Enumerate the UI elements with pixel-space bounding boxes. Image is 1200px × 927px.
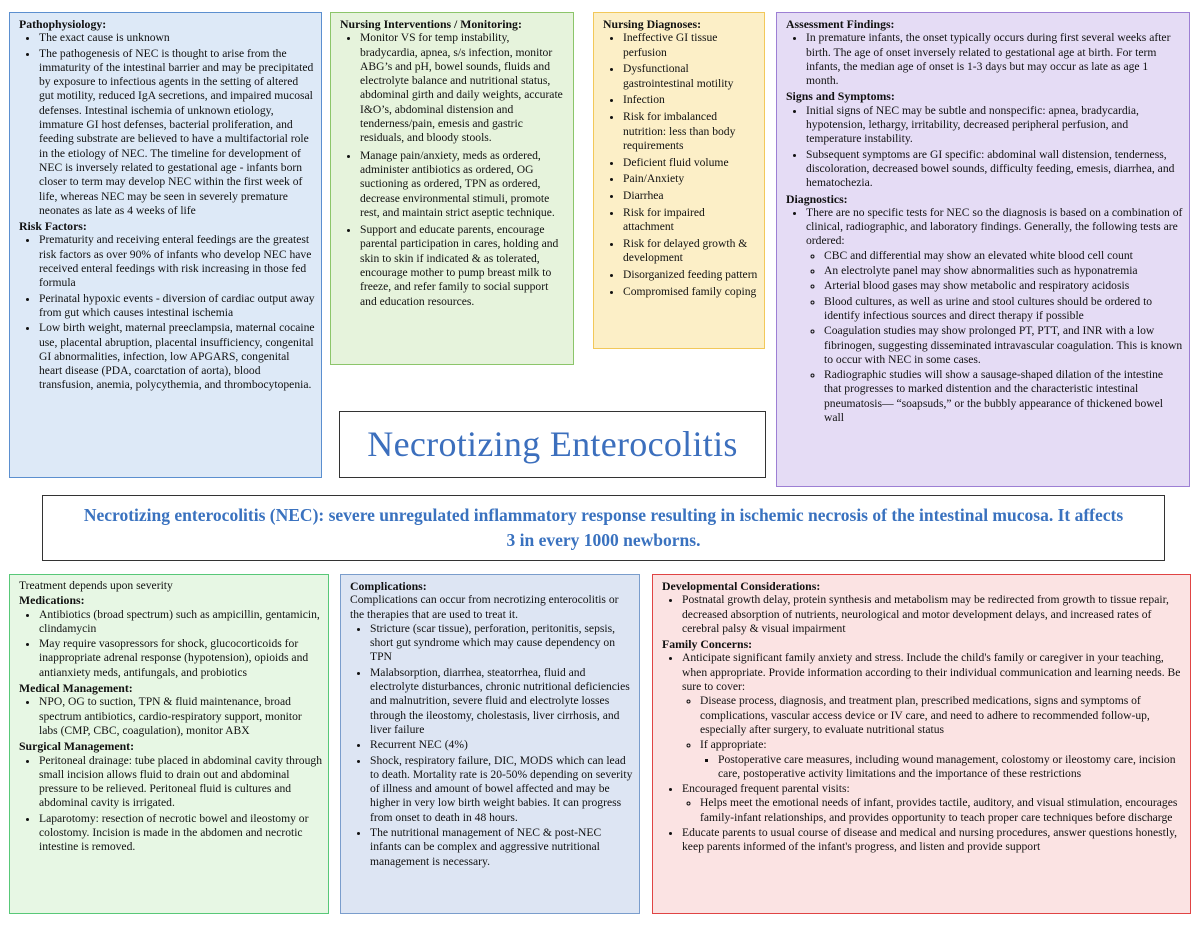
treatment-intro: Treatment depends upon severity [19, 579, 173, 592]
risk-factors-list [19, 233, 315, 392]
list-item: • Support and educate parents, encourage parental participation in cares, holding and skin to skin if indicated & as tolerated, encourage mother to pump breast milk to freeze, and refer family to social support and education resources. [360, 223, 567, 309]
list-item: • The pathogenesis of NEC is thought to arise from the immaturity of the intestinal barrier and may be precipitated by exposure to infectious agents in the setting of altered gut motility, reduced IgA secretions, and impaired mucosal defenses. Intestinal ischemia of unknown etiology, immature GI host defenses, bacterial proliferation, and feeding substrate are believed to have a multifactorial role in the etiology of NEC. The timeline for development of NEC is inversely related to gestational age - infants born closer to term may develop NEC within the first week of life, whereas NEC may be seen in severely premature neonates as late as 4 weeks of life [39, 47, 315, 219]
list-item: • Low birth weight, maternal preeclampsia, maternal cocaine use, placental abruption, placental insufficiency, congenital GI abnormalities, infection, low APGARS, congenital heart disease (PDA, coarctation of aorta), blood transfusion, anemia, polycythemia, and thrombocytopenia. [39, 321, 315, 392]
list-item: • Recurrent NEC (4%) [370, 738, 633, 752]
list-item: • Pain/Anxiety [623, 172, 758, 186]
list-item [682, 782, 1184, 825]
list-item: • Peritoneal drainage: tube placed in abdominal cavity through small incision allows fluid to drain out and abdominal pressure to be relieved. Peritoneal fluid is cultures and abdominal cavity is irrigated. [39, 754, 322, 811]
complications-intro: Complications can occur from necrotizing enterocolitis or the therapies that are used to treat it. [350, 593, 619, 621]
medical-management-heading: Medical Management: [19, 681, 133, 696]
list-item: • Postnatal growth delay, protein synthesis and metabolism may be redirected from growth to tissue repair, decreased absorption of nutrients, neurological and motor development delays, and increased rates of cerebral palsy & visual impairment [682, 593, 1184, 636]
page-title: Necrotizing Enterocolitis [339, 411, 766, 478]
list-item: • Risk for imbalanced nutrition: less than body requirements [623, 110, 758, 153]
interventions-list [340, 31, 567, 309]
complications-panel [340, 574, 640, 914]
list-item: • Infection [623, 93, 758, 107]
list-item: • Initial signs of NEC may be subtle and nonspecific: apnea, bradycardia, hypotension, lethargy, irritability, decreased peripheral perfusion, and temperature instability. [806, 104, 1183, 147]
complications-list [350, 622, 633, 869]
list-item: • Diarrhea [623, 189, 758, 203]
diagnoses-list [603, 31, 758, 299]
diagnostics-heading: Diagnostics: [786, 191, 848, 206]
medications-list [19, 608, 322, 680]
diagnoses-panel [593, 12, 765, 349]
assessment-heading: Assessment Findings: [786, 17, 895, 31]
pathophysiology-list [19, 31, 315, 218]
developmental-heading: Developmental Considerations: [662, 579, 821, 593]
developmental-list [662, 593, 1184, 636]
diagnostics-intro: There are no specific tests for NEC so the diagnosis is based on a combination of clinical, radiographic, and laboratory findings. Generally, the following tests are ordered: [806, 205, 1183, 248]
assessment-panel [776, 12, 1190, 487]
family-item-text: Anticipate significant family anxiety and stress. Include the child's family or caregiver in your teaching, when appropriate. Provide information according to their individual communication and learning needs. Be sure to cover: [682, 651, 1181, 694]
signs-list [786, 104, 1183, 191]
definition-banner: Necrotizing enterocolitis (NEC): severe unregulated inflammatory response resulting in ischemic necrosis of the intestinal mucosa. It affects 3 in every 1000 newborns. [42, 495, 1165, 561]
list-item: • Risk for impaired attachment [623, 206, 758, 235]
list-item: ▪ Postoperative care measures, including wound management, colostomy or ileostomy care, incision care, postoperative activity limitations and the importance of these restrictions [718, 753, 1184, 782]
treatment-panel [9, 574, 329, 914]
list-item: • NPO, OG to suction, TPN & fluid maintenance, broad spectrum antibiotics, cardio-respiratory support, monitor labs (CMP, CBC, coagulation), monitor ABX [39, 695, 322, 738]
list-item: ◦ An electrolyte panel may show abnormalities such as hyponatremia [824, 264, 1183, 278]
diagnostics-list [786, 206, 1183, 425]
list-item: • The nutritional management of NEC & post-NEC infants can be complex and aggressive nutritional management is necessary. [370, 826, 633, 869]
list-item: ◦ Radiographic studies will show a sausage-shaped dilation of the intestine that progresses to marked distention and the characteristic intestinal pneumatosis— “soapsuds,” or the bubbly appearance of thickened bowel wall [824, 368, 1183, 425]
list-item [806, 206, 1183, 425]
family-subsublist [700, 753, 1184, 782]
pathophysiology-heading: Pathophysiology: [19, 17, 107, 31]
list-item: • Subsequent symptoms are GI specific: abdominal wall distension, tenderness, discoloration, decreased bowel sounds, difficulty feeding, emesis, diarrhea, and hematochezia. [806, 148, 1183, 191]
list-item [682, 651, 1184, 781]
list-item: ◦ Coagulation studies may show prolonged PT, PTT, and INR with a low fibrinogen, suggesting disseminated intravascular coagulation. This is known to occur with NEC in some cases. [824, 324, 1183, 367]
family-sublist [682, 694, 1184, 781]
list-item: • The exact cause is unknown [39, 31, 315, 45]
list-item: • May require vasopressors for shock, glucocorticoids for inappropriate adrenal response (hypotension), opioids and antianxiety meds, antifungals, and probiotics [39, 637, 322, 680]
list-item: • Ineffective GI tissue perfusion [623, 31, 758, 60]
list-item: • Antibiotics (broad spectrum) such as ampicillin, gentamicin, clindamycin [39, 608, 322, 637]
interventions-heading: Nursing Interventions / Monitoring: [340, 17, 522, 31]
list-item: • Compromised family coping [623, 285, 758, 299]
list-item: • Prematurity and receiving enteral feedings are the greatest risk factors as over 90% of infants who develop NEC have received enteral feedings with risk increasing in those fed formula [39, 233, 315, 290]
list-item: ◦ Disease process, diagnosis, and treatment plan, prescribed medications, signs and symptoms of complications, vascular access device or IV care, and need to adhere to recommended follow-up, especially after surgery, to evaluate nutritional status [700, 694, 1184, 737]
list-item: • Shock, respiratory failure, DIC, MODS which can lead to death. Mortality rate is 20-50% depending on severity of illness and amount of bowel affected and may be higher in very low birth weight babies. It can progress from onset to death in 48 hours. [370, 754, 633, 825]
list-item: • Risk for delayed growth & development [623, 237, 758, 266]
list-item: • Educate parents to usual course of disease and medical and nursing procedures, answer questions honestly, keep parents informed of the infant's progress, and listen and provide support [682, 826, 1184, 855]
family-subitem-text: If appropriate: [700, 738, 767, 752]
list-item: • Stricture (scar tissue), perforation, peritonitis, sepsis, short gut syndrome which may cause dependency on TPN [370, 622, 633, 665]
medical-management-list [19, 695, 322, 738]
developmental-panel [652, 574, 1191, 914]
risk-factors-heading: Risk Factors: [19, 219, 87, 234]
list-item: ◦ CBC and differential may show an elevated white blood cell count [824, 249, 1183, 263]
diagnostics-sublist [806, 249, 1183, 426]
list-item: • Malabsorption, diarrhea, steatorrhea, fluid and electrolyte disturbances, chronic nutritional deficiencies and malnutrition, severe fluid and electrolyte losses through the ileostomy, cholestasis, liver cirrhosis, and liver failure [370, 666, 633, 737]
list-item: • Laparotomy: resection of necrotic bowel and ileostomy or colostomy. Incision is made in the abdomen and necrotic intestine is removed. [39, 812, 322, 855]
family-concerns-list [662, 651, 1184, 854]
list-item: • Manage pain/anxiety, meds as ordered, administer antibiotics as ordered, OG suctioning as ordered, TPN as ordered, decrease environmental stimuli, promote rest, and maintain strict aseptic technique. [360, 149, 567, 220]
list-item: ◦ Blood cultures, as well as urine and stool cultures should be ordered to identify infectious sources and direct therapy if possible [824, 295, 1183, 324]
list-item: • In premature infants, the onset typically occurs during first several weeks after birth. The age of onset inversely related to gestational age at birth. For term infants, the median age of onset is 1-3 days but may occur as late as age 1 month. [806, 31, 1183, 88]
interventions-panel [330, 12, 574, 365]
list-item: • Monitor VS for temp instability, bradycardia, apnea, s/s infection, monitor ABG’s and pH, bowel sounds, fluids and electrolyte balance and nutritional status, abdominal girth and daily weights, accurate I&O’s, abdominal distension and tenderness/pain, emesis and gastric residuals, and bloody stools. [360, 31, 567, 145]
surgical-management-list [19, 754, 322, 855]
medications-heading: Medications: [19, 593, 85, 608]
surgical-management-heading: Surgical Management: [19, 739, 135, 754]
diagnoses-heading: Nursing Diagnoses: [603, 17, 701, 31]
list-item: • Deficient fluid volume [623, 156, 758, 170]
assessment-list [786, 31, 1183, 88]
family-sublist [682, 796, 1184, 825]
complications-heading: Complications: [350, 579, 427, 593]
list-item: ◦ Helps meet the emotional needs of infant, provides tactile, auditory, and visual stimulation, encourages family-infant relationships, and provides opportunity to teach proper care techniques before discharge [700, 796, 1184, 825]
list-item: • Disorganized feeding pattern [623, 268, 758, 282]
pathophysiology-panel [9, 12, 322, 478]
list-item: • Perinatal hypoxic events - diversion of cardiac output away from gut which causes intestinal ischemia [39, 292, 315, 321]
family-concerns-heading: Family Concerns: [662, 637, 753, 652]
list-item: ◦ Arterial blood gases may show metabolic and respiratory acidosis [824, 279, 1183, 293]
list-item [700, 738, 1184, 781]
family-item-text: Encouraged frequent parental visits: [682, 782, 850, 796]
list-item: • Dysfunctional gastrointestinal motility [623, 62, 758, 91]
signs-heading: Signs and Symptoms: [786, 89, 895, 104]
